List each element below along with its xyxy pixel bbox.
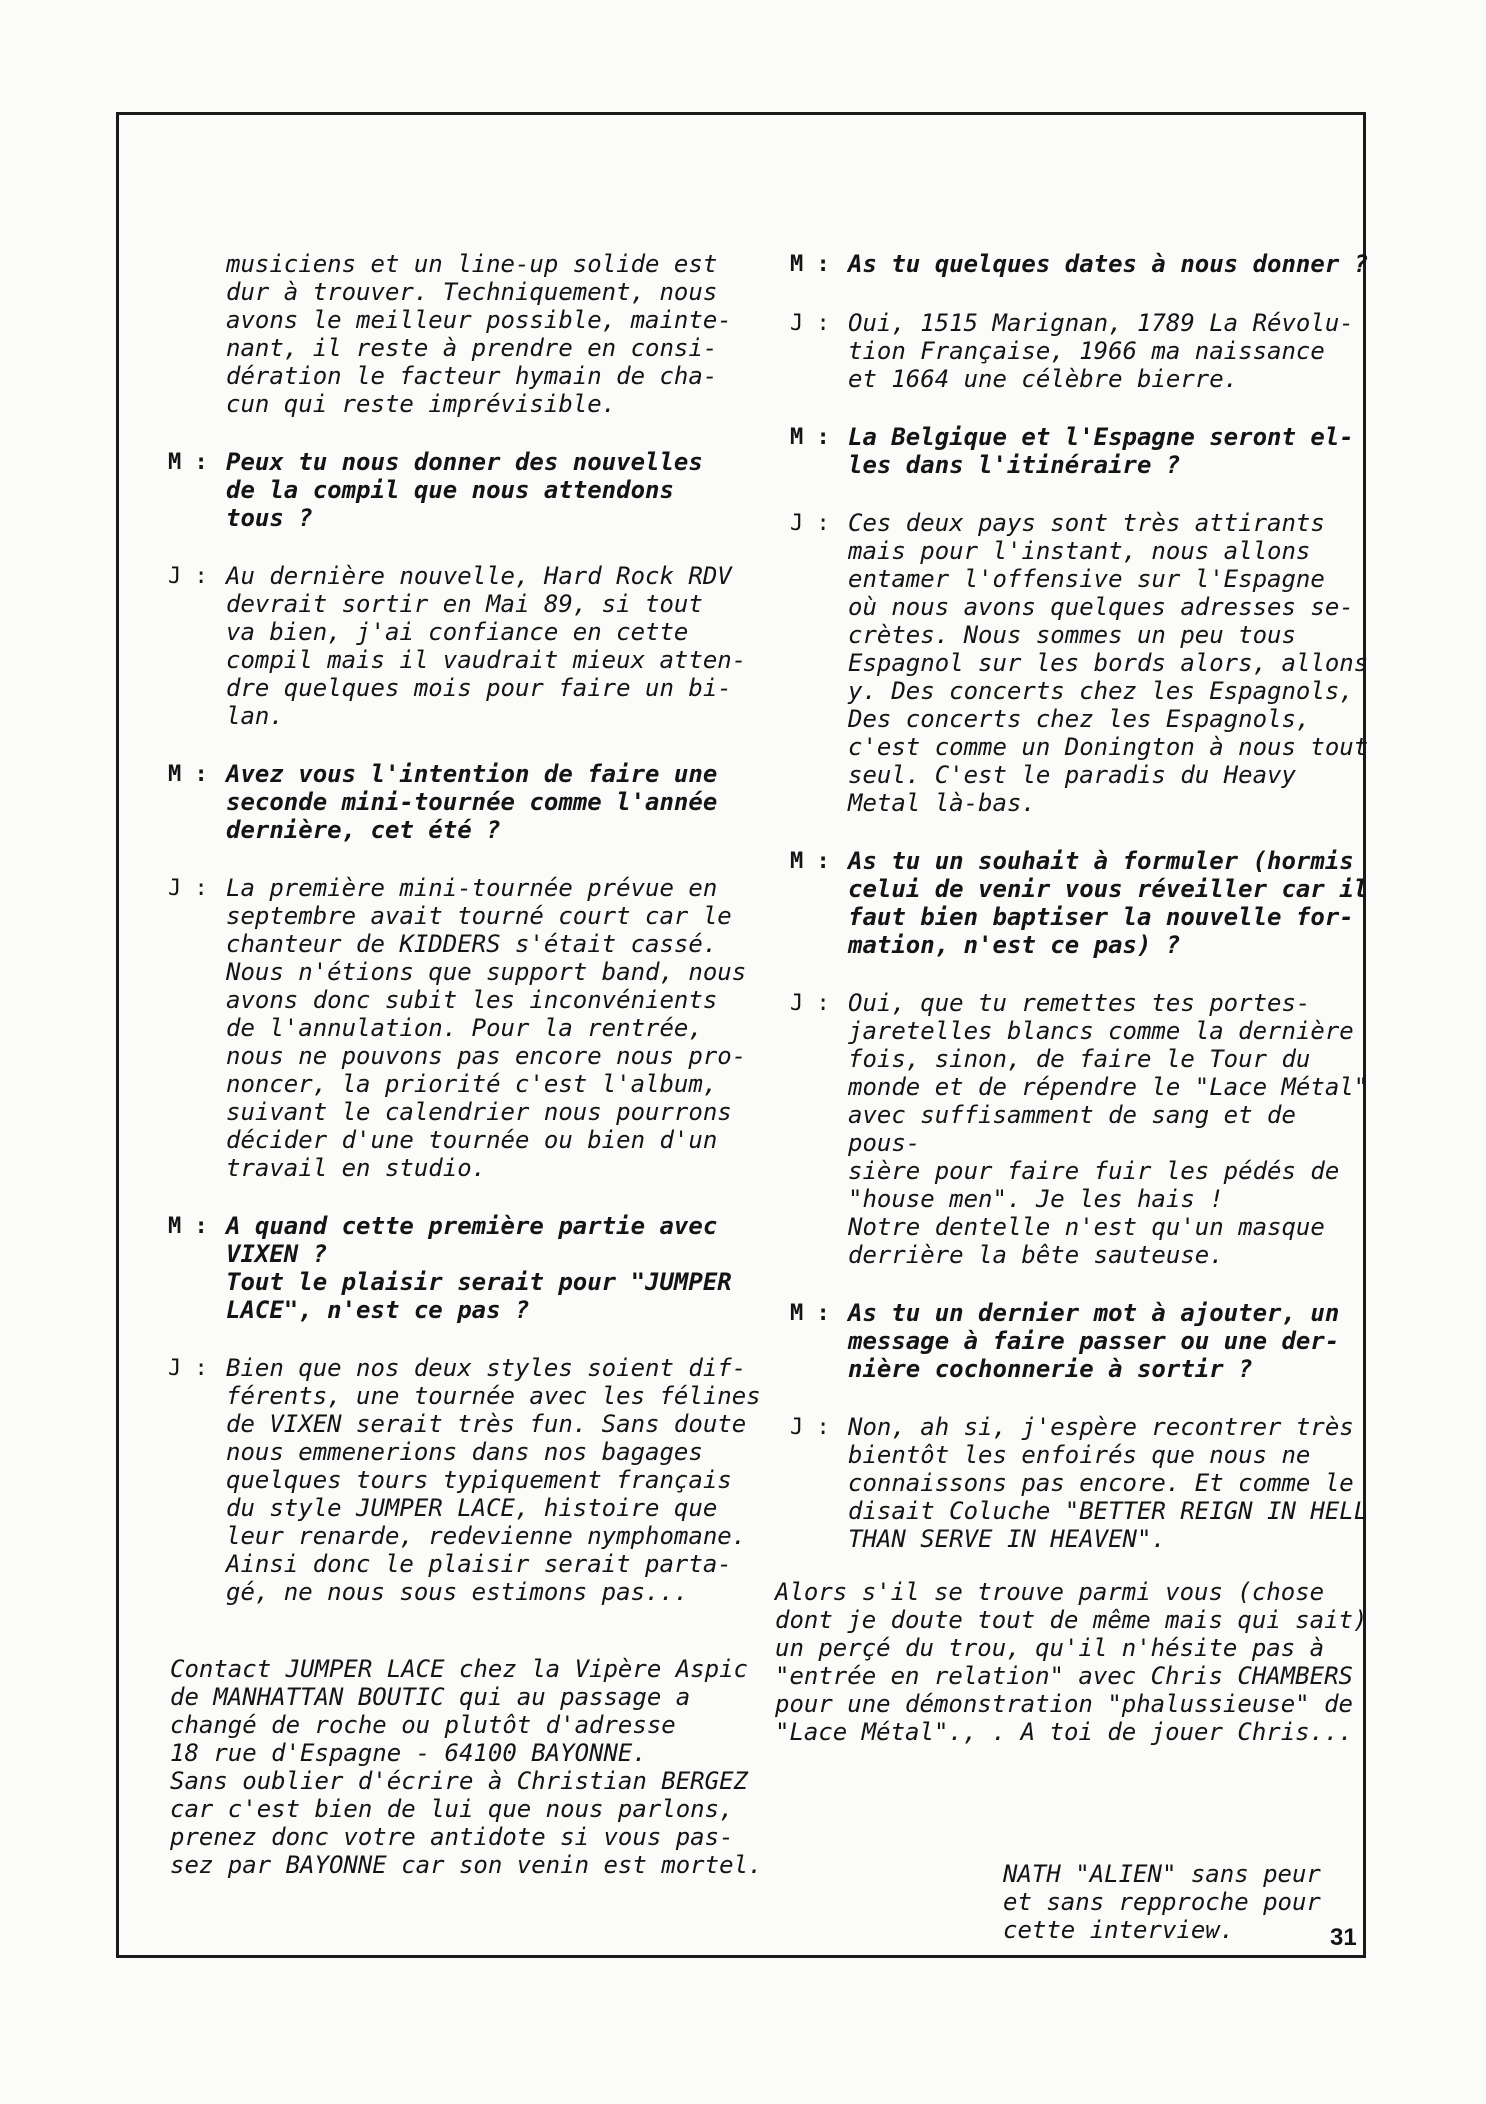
question-entry <box>168 448 768 532</box>
speaker-label: M : <box>168 1214 208 1239</box>
speaker-label: J : <box>168 876 208 901</box>
speaker-label: J : <box>790 311 830 336</box>
answer-text: Au dernière nouvelle, Hard Rock RDV devrait sortir en Mai 89, si tout va bien, j'ai confiance en cette compil mais il vaudrait mieux atten- dre quelques mois pour faire un bi- lan. <box>226 562 747 730</box>
question-entry <box>168 760 768 844</box>
speaker-label: J : <box>790 991 830 1016</box>
question-text: As tu un souhait à formuler (hormis celui de venir vous réveiller car il faut bien baptiser la nouvelle for- mation, n'est ce pas) ? <box>848 847 1369 959</box>
answer-text: Bien que nos deux styles soient dif- férents, une tournée avec les félines de VIXEN serait très fun. Sans doute nous emmenerions dans nos bagages quelques tours typiquement français du style JUMPER LACE, histoire que leur renarde, redevienne nymphomane. Ainsi donc le plaisir serait parta- gé, ne nous sous estimons pas... <box>226 1354 761 1606</box>
continuation-text: musiciens et un line-up solide est dur à trouver. Techniquement, nous avons le meilleur possible, mainte- nant, il reste à prendre en consi- dération le facteur hymain de cha- cun qui reste imprévisible. <box>226 250 732 418</box>
answer-text: Oui, que tu remettes tes portes- jaretelles blancs comme la dernière fois, sinon, de faire le Tour du monde et de répendre le "Lace Métal" avec suffisamment de sang et de pous- sière pour faire fuir les pédés de "house men". Je les hais ! Notre dentelle n'est qu'un masque derrière la bête sauteuse. <box>848 989 1369 1269</box>
contact-paragraph: Contact JUMPER LACE chez la Vipère Aspic de MANHATTAN BOUTIC qui au passage a changé de roche ou plutôt d'adresse 18 rue d'Espagne - 64100 BAYONNE. Sans oublier d'écrire à Christian BERGEZ car c'est bien de lui que nous parlons, prenez donc votre antidote si vous pas- sez par BAYONNE car son venin est mortel. <box>170 1655 763 1879</box>
page-number: 31 <box>1330 1924 1357 1951</box>
speaker-label: M : <box>790 425 830 450</box>
answer-entry <box>790 309 1370 393</box>
speaker-label: J : <box>168 1356 208 1381</box>
answer-text: Ces deux pays sont très attirants mais pour l'instant, nous allons entamer l'offensive sur l'Espagne où nous avons quelques adresses se- crètes. Nous sommes un peu tous Espagnol sur les bords alors, allons y. Des concerts chez les Espagnols, Des concerts chez les Espagnols, c'est comme un Donington à nous tout seul. C'est le paradis du Heavy Metal là-bas. <box>848 509 1369 817</box>
speaker-label: M : <box>168 450 208 475</box>
answer-entry <box>168 874 768 1182</box>
question-text: Peux tu nous donner des nouvelles de la compil que nous attendons tous ? <box>226 448 703 532</box>
question-entry <box>790 847 1370 959</box>
question-text: As tu un dernier mot à ajouter, un message à faire passer ou une der- nière cochonnerie à sortir ? <box>848 1299 1340 1383</box>
answer-entry <box>790 509 1370 817</box>
answer-text: Oui, 1515 Marignan, 1789 La Révolu- tion Française, 1966 ma naissance et 1664 une célèbre bierre. <box>848 309 1354 393</box>
question-entry <box>790 250 1370 279</box>
question-entry <box>168 1212 768 1324</box>
speaker-label: M : <box>790 1301 830 1326</box>
speaker-label: J : <box>790 511 830 536</box>
speaker-label: M : <box>790 849 830 874</box>
answer-entry <box>168 1354 768 1606</box>
answer-text: Non, ah si, j'espère recontrer très bientôt les enfoirés que nous ne connaissons pas encore. Et comme le disait Coluche "BETTER REIGN IN HELL THAN SERVE IN HEAVEN". <box>848 1413 1369 1553</box>
answer-entry <box>790 989 1370 1269</box>
question-text: Avez vous l'intention de faire une seconde mini-tournée comme l'année dernière, cet été ? <box>226 760 718 844</box>
question-text: A quand cette première partie avec VIXEN ? Tout le plaisir serait pour "JUMPER LACE", n'est ce pas ? <box>226 1212 732 1324</box>
author-signature: NATH "ALIEN" sans peur et sans repproche pour cette interview. <box>1003 1860 1321 1944</box>
question-entry <box>790 1299 1370 1383</box>
question-text: La Belgique et l'Espagne seront el- les dans l'itinéraire ? <box>848 423 1354 479</box>
answer-entry <box>790 1413 1370 1553</box>
speaker-label: M : <box>790 252 830 277</box>
question-entry <box>790 423 1370 479</box>
question-text: As tu quelques dates à nous donner ? <box>848 250 1369 278</box>
answer-text: La première mini-tournée prévue en septembre avait tourné court car le chanteur de KIDDERS s'était cassé. Nous n'étions que support band, nous avons donc subit les inconvénients de l'annulation. Pour la rentrée, nous ne pouvons pas encore nous pro- noncer, la priorité c'est l'album, suivant le calendrier nous pourrons décider d'une tournée ou bien d'un travail en studio. <box>226 874 747 1182</box>
answer-entry <box>168 562 768 730</box>
speaker-label: J : <box>790 1415 830 1440</box>
left-column <box>168 250 768 1636</box>
closing-paragraph: Alors s'il se trouve parmi vous (chose dont je doute tout de même mais qui sait) un perçé du trou, qu'il n'hésite pas à "entrée en relation" avec Chris CHAMBERS pour une démonstration "phalussieuse" de "Lace Métal"., . A toi de jouer Chris... <box>775 1578 1368 1746</box>
right-column <box>790 250 1370 1583</box>
speaker-label: M : <box>168 762 208 787</box>
speaker-label: J : <box>168 564 208 589</box>
